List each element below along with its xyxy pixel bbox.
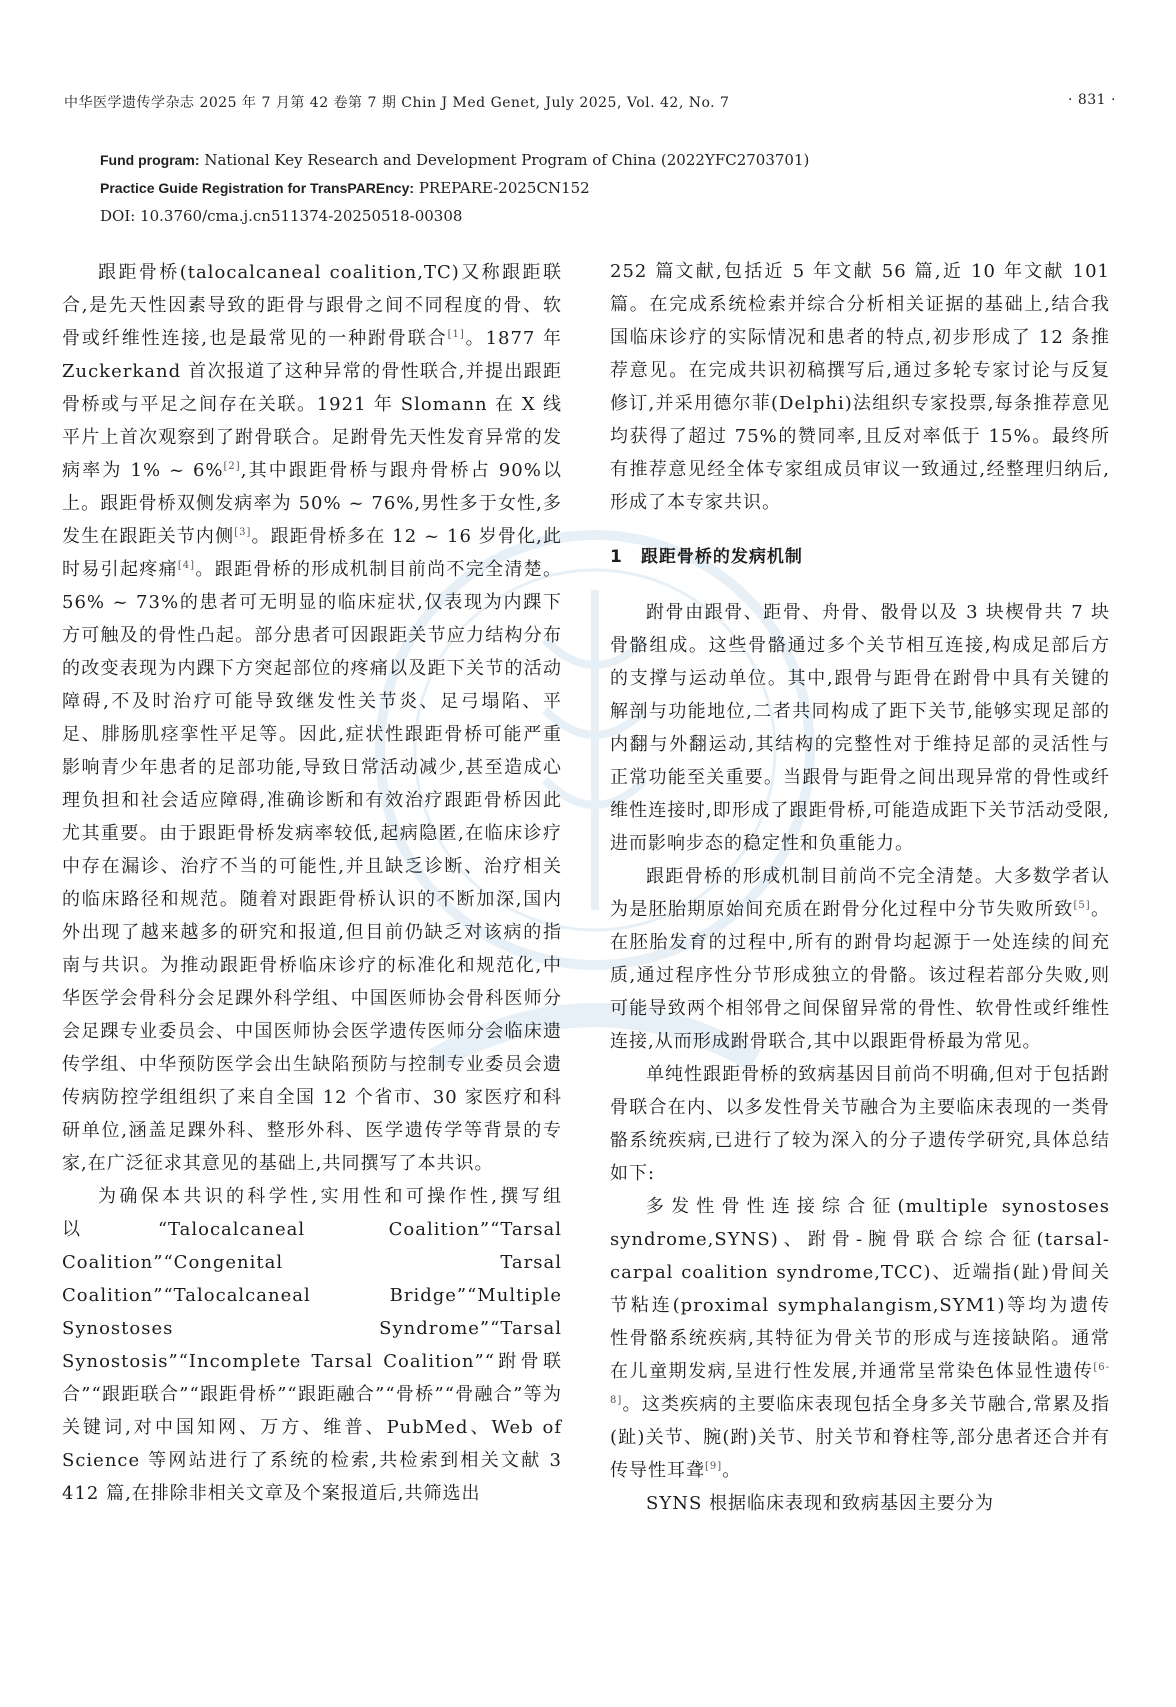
paragraph <box>610 1190 1110 1487</box>
citation-ref: [6-8] <box>610 1362 1110 1406</box>
running-header <box>64 92 1116 116</box>
registration-text: PREPARE-2025CN152 <box>418 179 590 197</box>
citation-ref: [3] <box>234 527 252 538</box>
page-number: · 831 · <box>1067 92 1116 108</box>
registration-line <box>100 174 809 202</box>
section-title: 跟距骨桥的发病机制 <box>640 547 803 567</box>
paragraph-text: 。1877 年 Zuckerkand 首次报道了这种异常的骨性联合,并提出跟距骨桥或与平足之间存在关联。1921 年 Slomann 在 X 线平片上首次观察到了跗骨联合。足跗骨先天性发育异常的发病率为 1% ~ 6% <box>62 328 562 481</box>
registration-label: Practice Guide Registration for TransPAREncy: <box>100 180 415 196</box>
paragraph: 252 篇文献,包括近 5 年文献 56 篇,近 10 年文献 101 篇。在完成系统检索并综合分析相关证据的基础上,结合我国临床诊疗的实际情况和患者的特点,初步形成了 12 条推荐意见。在完成共识初稿撰写后,通过多轮专家讨论与反复修订,并采用德尔菲(Delphi)法组织专家投票,每条推荐意见均获得了超过 75%的赞同率,且反对率低于 15%。最终所有推荐意见经全体专家组成员审议一致通过,经整理归纳后,形成了本专家共识。 <box>610 261 1110 513</box>
paragraph-text: 跟距骨桥的形成机制目前尚不完全清楚。大多数学者认为是胚胎期原始间充质在跗骨分化过程中分节失败所致 <box>610 866 1110 920</box>
fund-block <box>100 146 809 230</box>
paragraph <box>62 256 562 1180</box>
paragraph-text: 跟距骨桥(talocalcaneal coalition,TC)又称跟距联合,是先天性因素导致的距骨与跟骨之间不同程度的骨、软骨或纤维性连接,也是最常见的一种跗骨联合 <box>62 262 562 349</box>
paragraph-text: 。在胚胎发育的过程中,所有的跗骨均起源于一处连续的间充质,通过程序性分节形成独立的骨骼。该过程若部分失败,则可能导致两个相邻骨之间保留异常的骨性、软骨性或纤维性连接,从而形成跗骨联合,其中以跟距骨桥最为常见。 <box>610 899 1111 1052</box>
citation-ref: [5] <box>1073 900 1091 911</box>
paragraph-text: 多发性骨性连接综合征(multiple synostoses syndrome,SYNS)、跗骨-腕骨联合综合征(tarsal-carpal coalition syndrome,TCC)、近端指(趾)骨间关节粘连(proximal symphalangism,SYM1)等均为遗传性骨骼系统疾病,其特征为骨关节的形成与连接缺陷。通常在儿童期发病,呈进行性发展,并通常呈常染色体显性遗传 <box>610 1196 1110 1382</box>
journal-citation: 中华医学遗传学杂志 2025 年 7 月第 42 卷第 7 期 Chin J Med Genet, July 2025, Vol. 42, No. 7 <box>64 95 730 111</box>
doi: DOI: 10.3760/cma.j.cn511374-20250518-00308 <box>100 207 463 225</box>
paragraph-text: 。跟距骨桥的形成机制目前尚不完全清楚。56% ~ 73%的患者可无明显的临床症状,仅表现为内踝下方可触及的骨性凸起。部分患者可因跟距关节应力结构分布的改变表现为内踝下方突起部位的疼痛以及距下关节的活动障碍,不及时治疗可能导致继发性关节炎、足弓塌陷、平足、腓肠肌痉挛性平足等。因此,症状性跟距骨桥可能严重影响青少年患者的足部功能,导致日常活动减少,甚至造成心理负担和社会适应障碍,准确诊断和有效治疗跟距骨桥因此尤其重要。由于跟距骨桥发病率较低,起病隐匿,在临床诊疗中存在漏诊、治疗不当的可能性,并且缺乏诊断、治疗相关的临床路径和规范。随着对跟距骨桥认识的不断加深,国内外出现了越来越多的研究和报道,但目前仍缺乏对该病的指南与共识。为推动跟距骨桥临床诊疗的标准化和规范化,中华医学会骨科分会足踝外科学组、中国医师协会骨科医师分会足踝专业委员会、中国医师协会医学遗传医师分会临床遗传学组、中华预防医学会出生缺陷预防与控制专业委员会遗传病防控学组组织了来自全国 12 个省市、30 家医疗和科研单位,涵盖足踝外科、整形外科、医学遗传学等背景的专家,在广泛征求其意见的基础上,共同撰写了本共识。 <box>62 559 563 1174</box>
citation-ref: [1] <box>447 329 465 340</box>
paragraph <box>610 860 1110 1058</box>
paragraph-text: 。 <box>722 1460 742 1481</box>
citation-ref: [9] <box>705 1461 723 1472</box>
paragraph-text: 。这类疾病的主要临床表现包括全身多关节融合,常累及指(趾)关节、腕(跗)关节、肘关节和脊柱等,部分患者还合并有传导性耳聋 <box>610 1394 1110 1481</box>
paragraph: 为确保本共识的科学性,实用性和可操作性,撰写组以“Talocalcaneal Coalition”“Tarsal Coalition”“Congenital Tarsal Coalition”“Talocalcaneal Bridge”“Multiple Synostoses Syndrome”“Tarsal Synostosis”“Incomplete Tarsal Coalition”“跗骨联合”“跟距联合”“跟距骨桥”“跟距融合”“骨桥”“骨融合”等为关键词,对中国知网、万方、维普、PubMed、Web of Science 等网站进行了系统的检索,共检索到相关文献 3 412 篇,在排除非相关文章及个案报道后,共筛选出 <box>62 1186 562 1504</box>
fund-line <box>100 146 809 174</box>
section-number: 1 <box>610 547 623 567</box>
section-heading <box>610 541 1110 574</box>
paragraph: 跗骨由跟骨、距骨、舟骨、骰骨以及 3 块楔骨共 7 块骨骼组成。这些骨骼通过多个关节相互连接,构成足部后方的支撑与运动单位。其中,跟骨与距骨在跗骨中具有关键的解剖与功能地位,二者共同构成了距下关节,能够实现足部的内翻与外翻运动,其结构的完整性对于维持足部的灵活性与正常功能至关重要。当跟骨与距骨之间出现异常的骨性或纤维性连接时,即形成了跟距骨桥,可能造成距下关节活动受限,进而影响步态的稳定性和负重能力。 <box>610 602 1110 854</box>
paragraph: 单纯性跟距骨桥的致病基因目前尚不明确,但对于包括跗骨联合在内、以多发性骨关节融合为主要临床表现的一类骨骼系统疾病,已进行了较为深入的分子遗传学研究,具体总结如下: <box>610 1064 1110 1184</box>
right-column <box>610 255 1110 1520</box>
paragraph: SYNS 根据临床表现和致病基因主要分为 <box>646 1493 995 1514</box>
paragraph-text: 。跟距骨桥多在 12 ~ 16 岁骨化,此时易引起疼痛 <box>62 526 563 580</box>
fund-text: National Key Research and Development Program of China (2022YFC2703701) <box>204 151 810 169</box>
left-column <box>62 256 562 1510</box>
citation-ref: [4] <box>177 560 196 571</box>
paragraph-text: ,其中跟距骨桥与跟舟骨桥占 90%以上。跟距骨桥双侧发病率为 50% ~ 76%,男性多于女性,多发生在跟距关节内侧 <box>62 460 563 547</box>
fund-label: Fund program: <box>100 152 200 168</box>
citation-ref: [2] <box>223 461 241 472</box>
